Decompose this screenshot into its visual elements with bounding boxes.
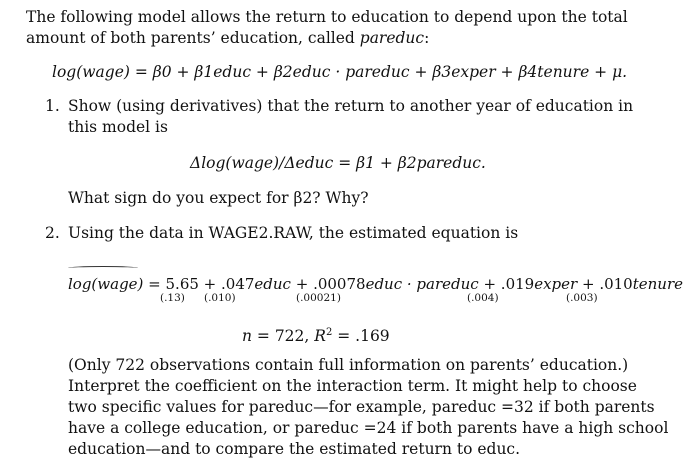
- intro-line-2: amount of both parents’ education, called pareduc:: [26, 29, 430, 47]
- model-equation-rhs: = β0 + β1educ + β2educ · pareduc + β3exper + β4tenure + μ.: [129, 63, 628, 81]
- item-1-line-1: Show (using derivatives) that the return to another year of education in: [68, 97, 634, 115]
- note-line-2: Interpret the coefficient on the interaction term. It might help to choose: [68, 377, 637, 395]
- hat-accent: [68, 266, 138, 270]
- item-2-line-1: Using the data in WAGE2.RAW, the estimated equation is: [68, 224, 519, 242]
- item-1-line-2: this model is: [68, 118, 168, 136]
- note-line-3: two specific values for pareduc—for example, pareduc =32 if both parents: [68, 398, 655, 416]
- regression-stats: n = 722, $R^2 = .169$: [242, 327, 390, 345]
- note-line-5: education—and to compare the estimated return to educ.: [68, 440, 521, 458]
- model-equation: [52, 62, 627, 83]
- note-line-1: (Only 722 observations contain full information on parents’ education.): [68, 356, 629, 374]
- se-intercept: (.13): [160, 292, 185, 304]
- model-equation-lhs: log(wage): [52, 63, 130, 81]
- se-exper: (.004): [467, 292, 499, 304]
- note-line-4: have a college education, or pareduc =24 if both parents have a high school: [68, 419, 669, 437]
- intro-line-1: The following model allows the return to education to depend upon the total: [26, 8, 628, 26]
- item-1-question: What sign do you expect for β2? Why?: [68, 189, 369, 207]
- estimated-equation: log(wage) = 5.65 + .047educ + .00078educ · pareduc + .019exper + .010tenure: [68, 275, 683, 293]
- item-2-number: 2.: [45, 224, 60, 242]
- se-tenure: (.003): [566, 292, 598, 304]
- se-interaction: (.00021): [296, 292, 341, 304]
- return-derivative-equation: Δlog(wage)/Δeduc = β1 + β2pareduc.: [190, 154, 486, 172]
- interpretation-paragraph: [68, 355, 693, 460]
- se-educ: (.010): [204, 292, 236, 304]
- item-1-number: 1.: [45, 97, 60, 115]
- estimated-lhs: log(wage): [68, 275, 144, 293]
